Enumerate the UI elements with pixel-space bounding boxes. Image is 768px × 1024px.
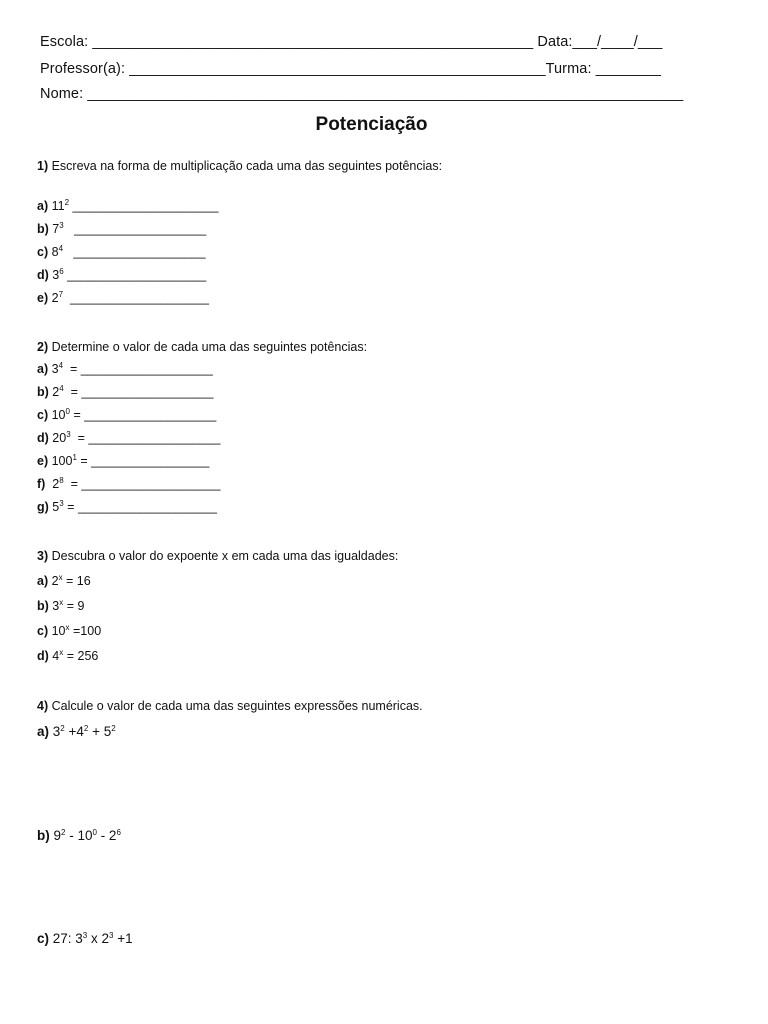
item-answer-line: = ____________________: [63, 477, 221, 491]
q3-item-d: [37, 649, 98, 663]
item-base: 3: [48, 268, 60, 282]
item-label: d): [37, 268, 49, 282]
item-label: c): [37, 245, 49, 259]
item-answer-line: = ___________________: [70, 431, 221, 445]
item-base: 5: [48, 500, 60, 514]
q1-item-e: [37, 291, 209, 305]
item-equality: = 256: [63, 649, 99, 663]
question-4-heading: [37, 699, 423, 713]
expr-exponent: 3: [109, 931, 114, 940]
item-answer-line: ___________________: [63, 245, 206, 259]
q1-item-c: [37, 245, 206, 259]
item-label: a): [37, 724, 50, 739]
item-exponent: 3: [66, 430, 71, 439]
item-answer-line: = ___________________: [63, 385, 214, 399]
expr-term: 27: 3: [49, 931, 83, 946]
expr-term: + 5: [88, 724, 112, 739]
expr-term: 9: [49, 828, 62, 843]
item-base: 2: [48, 291, 59, 305]
item-answer-line: ____________________: [63, 268, 207, 282]
item-label: c): [37, 931, 50, 946]
q2-item-a: [37, 362, 213, 376]
item-label: a): [37, 362, 49, 376]
header-professor-line: Professor(a): ___________________________________________________Turma: ________: [40, 61, 662, 77]
item-base: 100: [48, 454, 73, 468]
item-answer-line: = _________________: [76, 454, 210, 468]
q4-item-b: [37, 828, 121, 843]
item-answer-line: ____________________: [63, 291, 209, 305]
question-4-text: Calcule o valor de cada uma das seguintes expressões numéricas.: [48, 699, 423, 713]
item-label: a): [37, 574, 49, 588]
item-base: 10: [48, 408, 66, 422]
q3-item-a: [37, 574, 91, 588]
item-exponent: 6: [59, 267, 64, 276]
expr-term: - 2: [96, 828, 117, 843]
q2-item-g: [37, 500, 217, 514]
item-label: d): [37, 649, 49, 663]
expr-term: x 2: [87, 931, 110, 946]
item-base: 7: [48, 222, 60, 236]
item-exponent: 3: [59, 499, 64, 508]
item-label: d): [37, 431, 49, 445]
page-title: Potenciação: [315, 114, 428, 135]
item-exponent: 0: [65, 407, 70, 416]
expr-exponent: 6: [116, 828, 121, 837]
header-escola-line: Escola: ______________________________________________________ Data:___/____/___: [40, 34, 663, 50]
item-label: a): [37, 199, 49, 213]
item-base: 8: [48, 245, 59, 259]
expr-exponent: 2: [60, 724, 65, 733]
item-label: c): [37, 624, 49, 638]
item-answer-line: _____________________: [69, 199, 219, 213]
item-base: 2: [48, 574, 59, 588]
item-base: 10: [48, 624, 66, 638]
q2-item-c: [37, 408, 216, 422]
q2-item-e: [37, 454, 209, 468]
item-label: b): [37, 599, 49, 613]
item-base: 2: [45, 477, 60, 491]
question-3-number: 3): [37, 549, 49, 563]
item-answer-line: = ___________________: [63, 362, 213, 376]
item-label: e): [37, 454, 49, 468]
question-2-number: 2): [37, 340, 49, 354]
item-exponent: 3: [59, 221, 64, 230]
item-label: b): [37, 828, 50, 843]
expr-term: +4: [64, 724, 84, 739]
item-base: 3: [48, 599, 60, 613]
item-exponent: 4: [58, 361, 64, 370]
q3-item-c: [37, 624, 101, 638]
item-equality: = 9: [63, 599, 85, 613]
q4-item-a: [37, 724, 116, 739]
question-2-heading: [37, 340, 367, 354]
q1-item-b: [37, 222, 206, 236]
q2-item-d: [37, 431, 220, 445]
item-base: 11: [48, 199, 65, 213]
item-label: f): [37, 477, 46, 491]
expr-exponent: 2: [111, 724, 116, 733]
item-base: 4: [48, 649, 60, 663]
item-answer-line: = ___________________: [69, 408, 217, 422]
item-exponent: 4: [59, 384, 64, 393]
item-exponent: 8: [59, 476, 64, 485]
item-exponent: x: [58, 573, 63, 582]
expr-exponent: 0: [92, 828, 97, 837]
item-exponent: x: [59, 648, 64, 657]
item-equality: = 16: [62, 574, 91, 588]
item-equality: =100: [69, 624, 102, 638]
item-label: b): [37, 222, 49, 236]
question-1-number: 1): [37, 159, 49, 173]
question-1-heading: [37, 159, 442, 173]
question-4-number: 4): [37, 699, 49, 713]
item-exponent: x: [65, 623, 70, 632]
question-2-text: Determine o valor de cada uma das seguintes potências:: [48, 340, 368, 354]
q2-item-f: [37, 477, 220, 491]
question-3-text: Descubra o valor do expoente x em cada uma das igualdades:: [48, 549, 399, 563]
header-nome-line: Nome: _________________________________________________________________________: [40, 86, 684, 102]
q2-item-b: [37, 385, 214, 399]
item-base: 3: [48, 362, 59, 376]
item-exponent: 1: [72, 453, 77, 462]
item-label: b): [37, 385, 49, 399]
item-base: 20: [48, 431, 67, 445]
item-exponent: 2: [64, 198, 70, 207]
expr-exponent: 2: [61, 828, 66, 837]
item-label: c): [37, 408, 49, 422]
item-answer-line: = ____________________: [63, 500, 217, 514]
item-label: e): [37, 291, 49, 305]
expr-exponent: 3: [82, 931, 88, 940]
item-answer-line: ___________________: [63, 222, 207, 236]
expr-term: - 10: [65, 828, 93, 843]
item-label: g): [37, 500, 49, 514]
q3-item-b: [37, 599, 84, 613]
item-exponent: 4: [58, 244, 64, 253]
question-1-text: Escreva na forma de multiplicação cada uma das seguintes potências:: [48, 159, 443, 173]
item-exponent: 7: [58, 290, 64, 299]
expr-exponent: 2: [83, 724, 89, 733]
q4-item-c: [37, 931, 133, 946]
question-3-heading: [37, 549, 398, 563]
q1-item-a: [37, 199, 219, 213]
q1-item-d: [37, 268, 206, 282]
expr-term: +1: [113, 931, 133, 946]
expr-term: 3: [49, 724, 61, 739]
item-base: 2: [48, 385, 60, 399]
item-exponent: x: [59, 598, 64, 607]
